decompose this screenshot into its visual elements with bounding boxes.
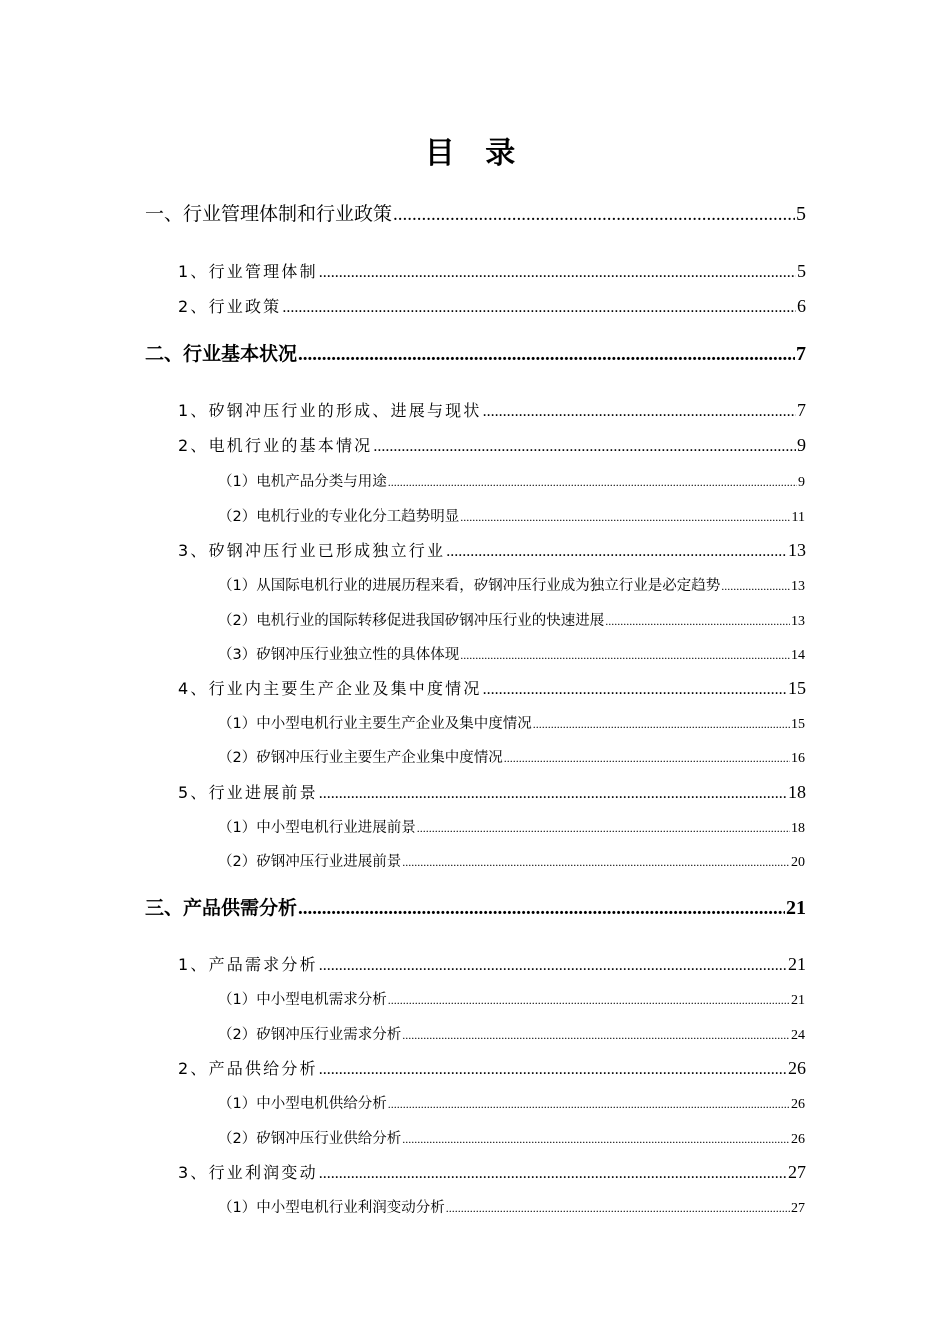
toc-entry-page-number: 20: [791, 855, 805, 870]
toc-entry[interactable]: [178, 952, 806, 975]
toc-entry-label: 3、矽钢冲压行业已形成独立行业: [178, 541, 446, 560]
toc-entry[interactable]: [178, 1056, 806, 1079]
dot-leader: [402, 855, 790, 870]
toc-entry-label: 1、矽钢冲压行业的形成、进展与现状: [178, 401, 482, 420]
toc-entry[interactable]: [178, 433, 806, 456]
dot-leader: [319, 1165, 787, 1183]
toc-entry-page-number: 26: [791, 1132, 805, 1147]
toc-entry[interactable]: [218, 505, 805, 526]
toc-entry-page-number: 13: [791, 579, 805, 594]
toc-entry-page-number: 18: [791, 821, 805, 836]
toc-entry[interactable]: [178, 294, 806, 317]
toc-entry[interactable]: [218, 609, 805, 630]
toc-entry-page-number: 7: [796, 343, 806, 365]
toc-entry-page-number: 27: [791, 1201, 805, 1216]
toc-entry-label: （2）矽钢冲压行业需求分析: [218, 1027, 402, 1043]
toc-entry-label: （2）电机行业的专业化分工趋势明显: [218, 509, 460, 525]
toc-entry-page-number: 5: [796, 203, 806, 225]
toc-entry[interactable]: [218, 1127, 805, 1148]
toc-entry-page-number: 24: [791, 1028, 805, 1043]
toc-entry-page-number: 27: [788, 1162, 806, 1182]
dot-leader: [319, 1061, 787, 1079]
toc-entry[interactable]: [218, 643, 805, 664]
toc-entry[interactable]: [178, 676, 806, 699]
toc-entry-label: （1）从国际电机行业的进展历程来看，矽钢冲压行业成为独立行业是必定趋势: [218, 578, 721, 594]
toc-entry-label: 3、行业利润变动: [178, 1163, 318, 1182]
dot-leader: [319, 957, 787, 975]
toc-entry[interactable]: [178, 1160, 806, 1183]
toc-entry[interactable]: [218, 988, 805, 1009]
dot-leader: [533, 717, 790, 732]
toc-entry-label: 一、行业管理体制和行业政策: [145, 203, 393, 225]
toc-entry-label: 5、行业进展前景: [178, 783, 318, 802]
toc-entry-page-number: 15: [791, 717, 805, 732]
toc-entry-label: （2）电机行业的国际转移促进我国矽钢冲压行业的快速进展: [218, 613, 605, 629]
toc-entry[interactable]: [178, 780, 806, 803]
dot-leader: [388, 475, 797, 490]
dot-leader: [388, 993, 790, 1008]
toc-entry-page-number: 16: [791, 751, 805, 766]
toc-entry[interactable]: [218, 470, 805, 491]
dot-leader: [298, 344, 795, 366]
toc-entry-label: 2、产品供给分析: [178, 1059, 318, 1078]
dot-leader: [393, 204, 795, 226]
toc-entry-page-number: 21: [786, 897, 806, 919]
toc-entry-label: （2）矽钢冲压行业进展前景: [218, 854, 402, 870]
dot-leader: [446, 1201, 790, 1216]
dot-leader: [402, 1132, 790, 1147]
dot-leader: [417, 821, 790, 836]
toc-entry-page-number: 21: [788, 954, 806, 974]
toc-entry[interactable]: [218, 712, 805, 733]
toc-entry[interactable]: [218, 850, 805, 871]
toc-entry-label: （1）中小型电机行业主要生产企业及集中度情况: [218, 716, 532, 732]
toc-entry-page-number: 9: [798, 475, 805, 490]
toc-entry-page-number: 7: [797, 400, 806, 420]
dot-leader: [319, 785, 787, 803]
toc-entry-page-number: 14: [791, 648, 805, 663]
toc-entry-page-number: 26: [791, 1097, 805, 1112]
toc-entry[interactable]: [218, 816, 805, 837]
dot-leader: [319, 264, 796, 282]
toc-entry[interactable]: [178, 398, 806, 421]
toc-entry-page-number: 26: [788, 1058, 806, 1078]
dot-leader: [446, 543, 787, 561]
toc-entry-page-number: 15: [788, 678, 806, 698]
dot-leader: [388, 1097, 790, 1112]
dot-leader: [373, 438, 796, 456]
toc-entry-label: （3）矽钢冲压行业独立性的具体体现: [218, 647, 460, 663]
toc-entry[interactable]: [145, 893, 806, 920]
toc-entry-page-number: 18: [788, 782, 806, 802]
dot-leader: [483, 403, 796, 421]
toc-entry-label: 2、电机行业的基本情况: [178, 436, 373, 455]
dot-leader: [282, 299, 796, 317]
dot-leader: [460, 648, 790, 663]
toc-entry-page-number: 9: [797, 435, 806, 455]
toc-entry[interactable]: [178, 538, 806, 561]
toc-entry-label: 三、产品供需分析: [145, 897, 298, 919]
toc-entry-page-number: 13: [791, 614, 805, 629]
toc-entry[interactable]: [218, 574, 805, 595]
toc-entry-page-number: 21: [791, 993, 805, 1008]
toc-entry[interactable]: [218, 746, 805, 767]
toc-entry[interactable]: [218, 1196, 805, 1217]
toc-entry-page-number: 11: [791, 510, 805, 525]
toc-entry[interactable]: [218, 1023, 805, 1044]
dot-leader: [504, 751, 790, 766]
toc-entry-label: （2）矽钢冲压行业供给分析: [218, 1131, 402, 1147]
toc-entry[interactable]: [145, 339, 806, 366]
dot-leader: [460, 510, 790, 525]
dot-leader: [605, 614, 790, 629]
toc-entry-label: 4、行业内主要生产企业及集中度情况: [178, 679, 482, 698]
toc-entry-page-number: 5: [797, 261, 806, 281]
toc-entry-label: 2、行业政策: [178, 297, 282, 316]
toc-entry-page-number: 6: [797, 296, 806, 316]
toc-entry-label: （1）中小型电机需求分析: [218, 992, 387, 1008]
dot-leader: [483, 681, 787, 699]
toc-entry-label: 1、行业管理体制: [178, 262, 318, 281]
toc-entry-page-number: 13: [788, 540, 806, 560]
page-title: 目 录: [424, 136, 526, 171]
toc-entry[interactable]: [145, 199, 806, 226]
toc-entry-label: 二、行业基本状况: [145, 343, 298, 365]
toc-entry[interactable]: [218, 1092, 805, 1113]
toc-entry-label: （1）中小型电机行业进展前景: [218, 820, 416, 836]
toc-entry-label: （2）矽钢冲压行业主要生产企业集中度情况: [218, 750, 503, 766]
toc-entry-label: （1）中小型电机行业利润变动分析: [218, 1200, 445, 1216]
dot-leader: [721, 579, 790, 594]
toc-entry-label: 1、产品需求分析: [178, 955, 318, 974]
toc-entry[interactable]: [178, 259, 806, 282]
toc-entry-label: （1）中小型电机供给分析: [218, 1096, 387, 1112]
dot-leader: [298, 898, 785, 920]
toc-entry-label: （1）电机产品分类与用途: [218, 474, 387, 490]
dot-leader: [402, 1028, 790, 1043]
